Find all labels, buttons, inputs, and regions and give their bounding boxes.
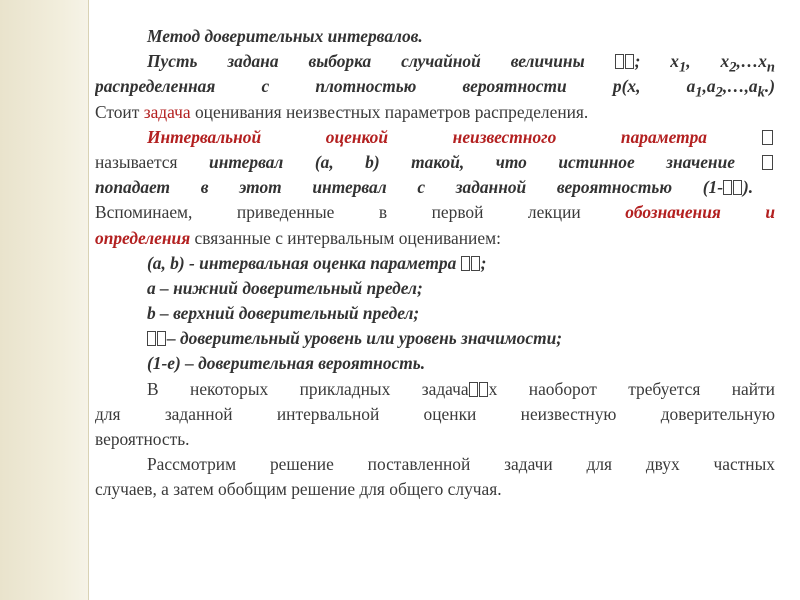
- p2-line3: [95, 175, 775, 200]
- left-decorative-band: [0, 0, 89, 600]
- p1-close: .): [764, 76, 775, 97]
- p1-line3-red: задача: [143, 101, 191, 122]
- p1-line2-text: распределенная с плотностью вероятности p(x, a: [95, 76, 696, 97]
- p4-line3: вероятность.: [95, 429, 190, 449]
- p2-line3-end: ).: [743, 177, 754, 198]
- missing-symbol-icon: [461, 253, 481, 278]
- p2-line1: [95, 125, 775, 150]
- p2-line2-a: называется: [95, 151, 210, 172]
- list-item-text: (1-e) – доверительная вероятность.: [147, 353, 426, 374]
- list-item-text: b – верхний доверительный предел;: [147, 303, 420, 324]
- sub-k: k: [757, 84, 765, 100]
- p1-a2: ,a: [702, 76, 716, 97]
- p1-x2: , x: [686, 51, 730, 72]
- p3-line2-red: определения: [95, 227, 191, 248]
- list-item: [95, 326, 775, 351]
- p4-line1-b: х наоборот требуется найти: [488, 378, 775, 399]
- p1-line3-b: оценивания неизвестных параметров распределения.: [190, 101, 589, 122]
- sub-2: 2: [729, 59, 737, 75]
- p3-line1: [95, 200, 775, 225]
- missing-symbol-icon: [147, 328, 167, 353]
- p1-line3: [95, 100, 775, 125]
- missing-symbol-icon: [723, 177, 743, 202]
- list-item-text: (a, b) - интервальная оценка параметра: [147, 252, 457, 273]
- p5-line2: случаев, а затем обобщим решение для общего случая.: [95, 479, 502, 500]
- list-item-suffix: ;: [480, 252, 487, 273]
- missing-symbol-icon: [615, 51, 635, 74]
- p1-x-sep: ; x: [634, 51, 680, 72]
- p5-line1: Рассмотрим решение поставленной задачи для двух частных: [147, 454, 775, 475]
- list-item: [95, 301, 775, 326]
- p1-line1-text: Пусть задана выборка случайной величины: [147, 51, 585, 72]
- list-item-text: a – нижний доверительный предел;: [147, 277, 423, 298]
- list-item: [95, 276, 775, 301]
- list-item: [95, 251, 775, 276]
- p3-line1-red: обозначения и: [625, 202, 775, 223]
- sub-n: n: [766, 59, 775, 75]
- list-item-text: – доверительный уровень или уровень значимости;: [167, 328, 563, 349]
- p4-line1: [95, 377, 775, 402]
- p2-line2: [95, 150, 775, 175]
- p4-line2: для заданной интервальной оценки неизвестную доверительную: [95, 403, 775, 424]
- p1-ak: ,…,a: [722, 76, 758, 97]
- p4-line1-a: В некоторых прикладных задача: [147, 378, 469, 399]
- p3-line2-b: связанные с интервальным оцениванием:: [190, 227, 501, 248]
- missing-symbol-icon: [762, 155, 773, 170]
- sub-a1: 1: [695, 84, 703, 100]
- p3-line1-a: Вспоминаем, приведенные в первой лекции: [95, 202, 626, 223]
- p2-line3-bi: попадает в этот интервал с заданной вероятностью (1-: [95, 177, 723, 198]
- slide-content: [95, 24, 775, 503]
- list-item: [95, 351, 775, 376]
- p1-line2: [95, 74, 775, 99]
- p2-line2-bi: интервал (a, b) такой, что истинное значение: [209, 151, 735, 172]
- sub-a2: 2: [715, 84, 723, 100]
- p2-term: Интервальной оценкой неизвестного параметра: [147, 126, 707, 147]
- p1-line3-a: Стоит: [95, 101, 144, 122]
- slide-title: Метод доверительных интервалов.: [147, 26, 423, 46]
- missing-symbol-icon: [469, 379, 489, 402]
- sub-1: 1: [679, 59, 687, 75]
- p3-line2: [95, 226, 775, 251]
- p1-line1: [95, 49, 775, 74]
- p1-xn: ,…x: [736, 51, 767, 72]
- missing-symbol-icon: [762, 130, 773, 145]
